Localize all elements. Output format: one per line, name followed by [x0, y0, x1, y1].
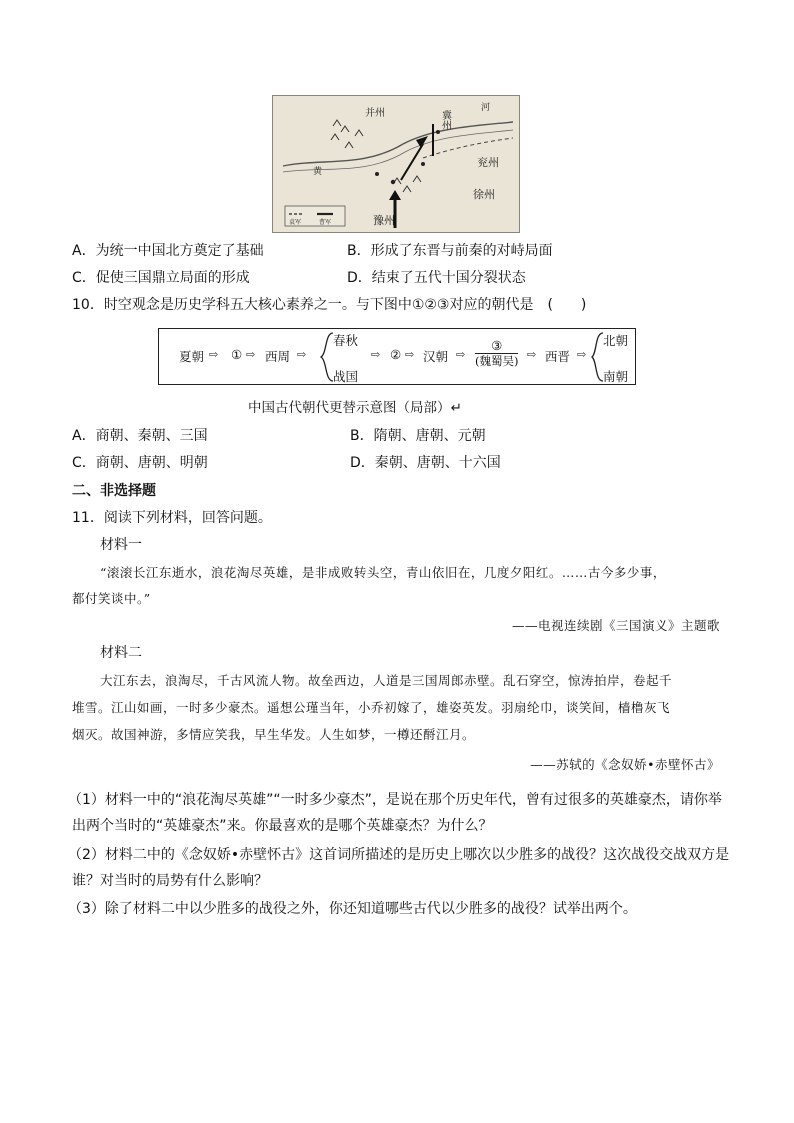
dynasty-diagram: [158, 328, 636, 385]
material2-source: ——苏轼的《念奴娇•赤壁怀古》: [530, 757, 720, 772]
dyn-xizhou: 西周: [265, 349, 291, 364]
q11-sub3: （3）除了材料二中以少胜多的战役之外，你还知道哪些古代以少胜多的战役？试举出两个。: [68, 901, 637, 917]
dyn-xia: 夏朝: [179, 349, 205, 364]
q10-option-a: A．商朝、秦朝、三国: [72, 428, 208, 444]
q10-option-b: B．隋朝、唐朝、元朝: [350, 428, 486, 444]
label-bingzhou: 并州: [365, 108, 385, 119]
material1-title: 材料一: [100, 537, 142, 553]
material2-title: 材料二: [100, 645, 142, 661]
dyn-c2: ②: [390, 347, 402, 362]
label-yuzhou: 豫州: [373, 214, 395, 227]
material2-line2: 堆雪。江山如画，一时多少豪杰。遥想公瑾当年，小乔初嫁了，雄姿英发。羽扇纶巾，谈笑间，樯橹灰飞: [72, 700, 671, 715]
material2-line3: 烟灭。故国神游，多情应笑我，早生华发。人生如梦，一樽还酹江月。: [72, 727, 476, 742]
material1-line1: “滚滚长江东逝水，浪花淘尽英雄，是非成败转头空，青山依旧在，几度夕阳红。……古今多少事，: [100, 565, 666, 580]
q11-sub1-line2: 出两个当时的“英雄豪杰”来。你最喜欢的是哪个英雄豪杰？为什么？: [72, 818, 493, 834]
label-xuzhou: 徐州: [473, 188, 495, 201]
arrow-icon: ⇨: [527, 348, 537, 361]
arrow-icon: ⇨: [297, 348, 307, 361]
arrow-icon: ⇨: [246, 348, 256, 361]
campaign-map: [272, 95, 520, 233]
diagram-caption: 中国古代朝代更替示意图（局部）↵: [248, 400, 462, 416]
q10-stem: 10．时空观念是历史学科五大核心素养之一。与下图中①②③对应的朝代是 ( ): [72, 297, 587, 313]
material1-source: ——电视连续剧《三国演义》主题歌: [511, 618, 720, 633]
section-title: 二、非选择题: [72, 483, 156, 499]
arrow-icon: ⇨: [577, 348, 587, 361]
dyn-zhanguo: 战国: [333, 369, 359, 384]
q10-option-c: C．商朝、唐朝、明朝: [72, 455, 208, 471]
dyn-c3-fraction: [475, 339, 518, 368]
label-he: 河: [481, 103, 491, 113]
arrow-icon: ⇨: [371, 348, 381, 361]
q11-sub2-line1: （2）材料二中的《念奴娇•赤壁怀古》这首词所描述的是历史上哪次以少胜多的战役？这次战役交战双方是: [68, 847, 730, 863]
map-drawing: [273, 96, 519, 232]
dyn-weishuwu: (魏蜀吴): [475, 354, 519, 368]
dyn-c1: ①: [231, 347, 243, 362]
q10-option-d: D．秦朝、唐朝、十六国: [350, 455, 501, 471]
q9-option-b: B．形成了东晋与前秦的对峙局面: [347, 243, 553, 259]
arrow-icon: ⇨: [405, 348, 415, 361]
label-yanzhou: 兖州: [477, 156, 499, 169]
dyn-xijin: 西晋: [545, 349, 571, 364]
q11-sub2-line2: 谁？对当时的局势有什么影响？: [72, 873, 268, 889]
arrow-icon: ⇨: [456, 348, 466, 361]
q9-option-d: D．结束了五代十国分裂状态: [347, 270, 526, 286]
dyn-hanchao: 汉朝: [423, 349, 449, 364]
material1-line2: 都付笑谈中。”: [72, 591, 151, 606]
label-huang: 黄: [313, 167, 323, 177]
q11-stem: 11．阅读下列材料，回答问题。: [72, 510, 272, 526]
q9-option-a: A．为统一中国北方奠定了基础: [72, 243, 264, 259]
label-jizhou: 冀州: [439, 110, 451, 130]
legend-cao: 曹军: [319, 219, 332, 226]
q9-option-c: C．促使三国鼎立局面的形成: [72, 270, 250, 286]
dyn-nanchao: 南朝: [603, 369, 629, 384]
q11-sub1-line1: （1）材料一中的“浪花淘尽英雄”“一时多少豪杰”，是说在那个历史年代，曾有过很多的英雄豪杰，请你举: [68, 792, 722, 808]
material2-line1: 大江东去，浪淘尽，千古风流人物。故垒西边，人道是三国周郎赤壁。乱石穿空，惊涛拍岸，卷起千: [100, 673, 673, 688]
arrow-icon: ⇨: [209, 348, 219, 361]
dyn-chunqiu: 春秋: [333, 333, 359, 348]
dyn-beichao: 北朝: [603, 333, 629, 348]
dyn-c3: ③: [475, 339, 518, 354]
legend-yuan: 袁军: [289, 219, 302, 226]
